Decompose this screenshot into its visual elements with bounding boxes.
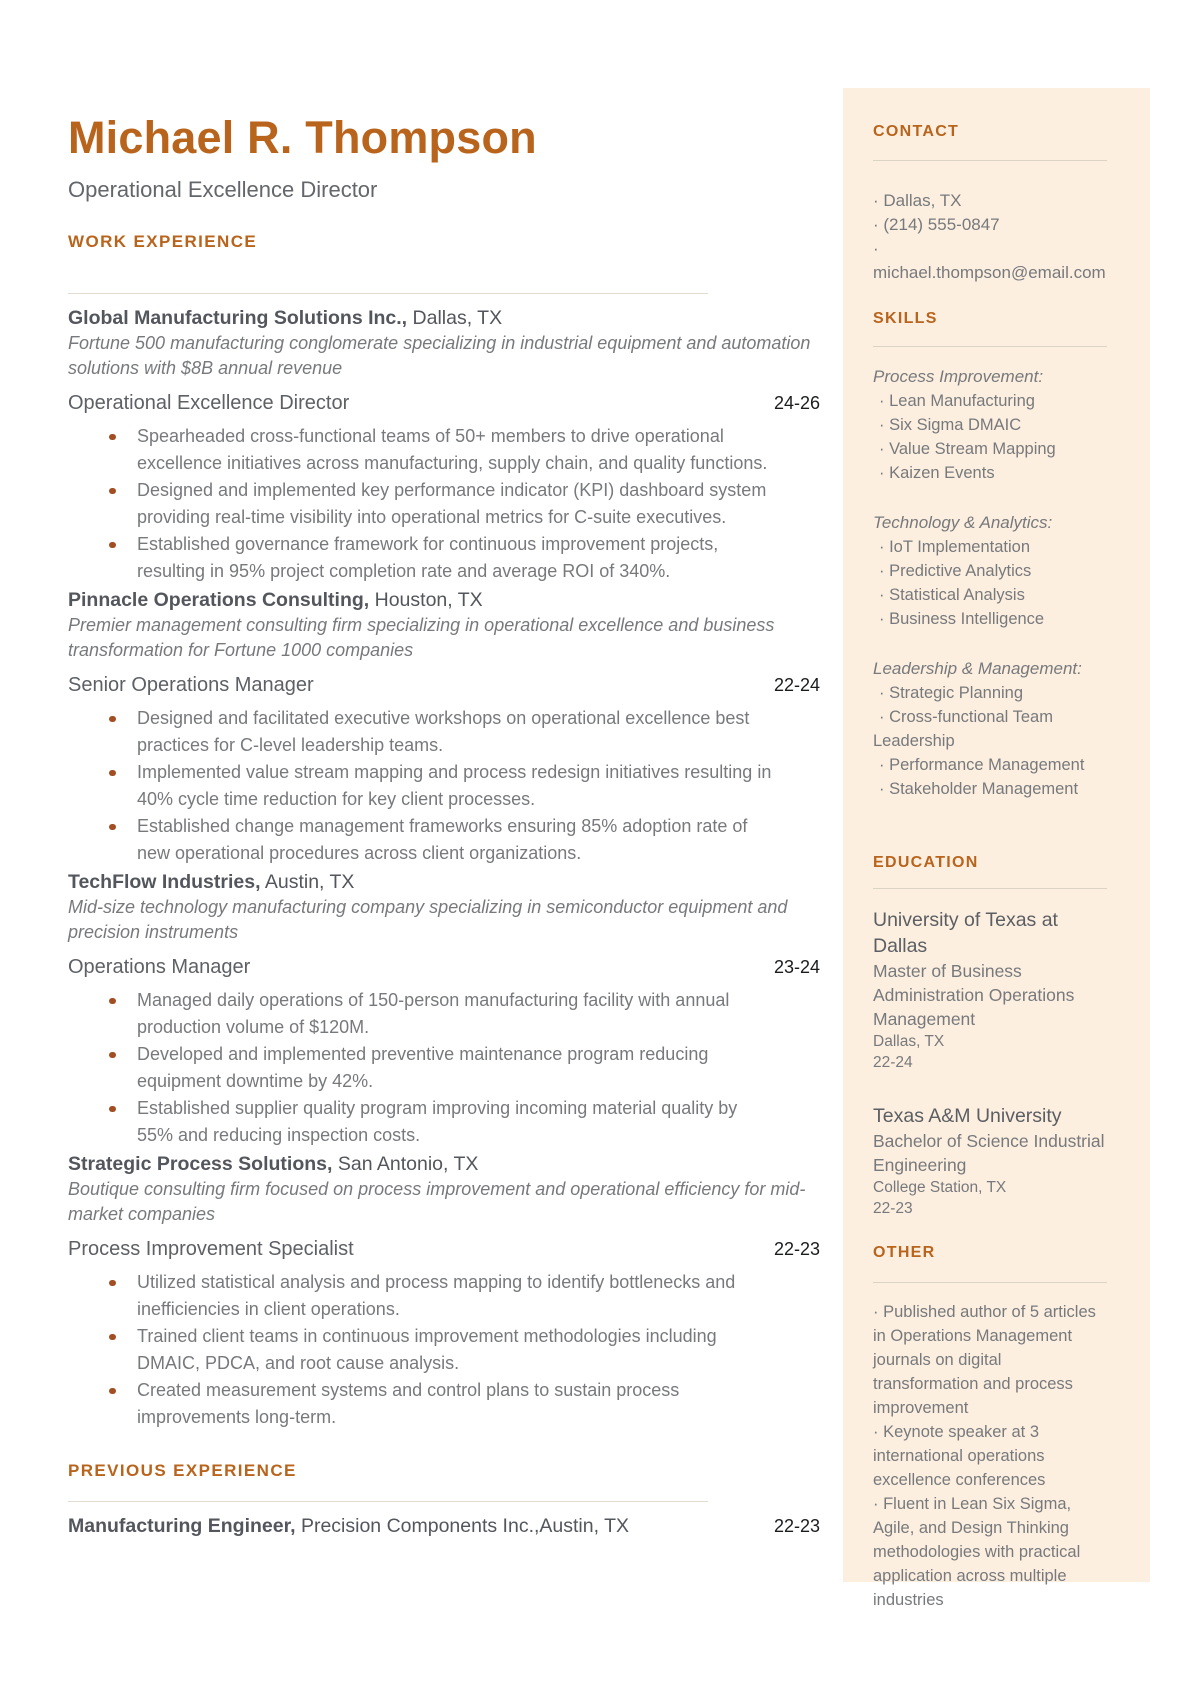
job-bullet-list (68, 1269, 820, 1431)
job-dates: 22-23 (773, 1239, 820, 1259)
skill-group-label: Technology & Analytics: (873, 513, 1053, 532)
education-heading: EDUCATION (873, 854, 979, 871)
previous-experience-heading: PREVIOUS EXPERIENCE (68, 1461, 297, 1480)
job-title: Operational Excellence Director (68, 392, 350, 414)
job-company-line (68, 588, 820, 613)
job-title: Process Improvement Specialist (68, 1238, 354, 1260)
job-dates: 23-24 (773, 957, 820, 977)
company-description: Fortune 500 manufacturing conglomerate specializing in industrial equipment and automation solutions with $8B annual revenue (68, 333, 811, 378)
contact-heading: CONTACT (873, 123, 960, 140)
company-location: Dallas, TX (412, 307, 503, 329)
skill-item (873, 583, 1107, 607)
school-degree: Bachelor of Science Industrial Engineering (873, 1131, 1105, 1175)
school-location: Dallas, TX (873, 1033, 945, 1050)
school-name: University of Texas at Dallas (873, 909, 1058, 957)
contact-email-bullet: · (873, 239, 879, 258)
skill-item (873, 461, 1107, 485)
divider (873, 160, 1107, 161)
job-title: Senior Operations Manager (68, 674, 314, 696)
work-experience-heading: WORK EXPERIENCE (68, 232, 258, 251)
school-dates: 22-24 (873, 1054, 913, 1071)
other-item-text: · Published author of 5 articles in Operations Management journals on digital transformation and process improvement (873, 1303, 1096, 1417)
skill-item (873, 559, 1107, 583)
resume-main-column (68, 0, 820, 1539)
person-job-title: Operational Excellence Director (68, 177, 378, 202)
skill-item (873, 777, 1107, 801)
job-company-line (68, 1152, 820, 1177)
job-bullet: Established change management frameworks ensuring 85% adoption rate of new operational procedures across client organizations. (68, 813, 777, 867)
skill-item-text: · Kaizen Events (873, 464, 995, 482)
company-description: Premier management consulting firm specializing in operational excellence and business transformation for Fortune 1000 companies (68, 615, 775, 660)
job-bullet: Created measurement systems and control plans to sustain process improvements long-term. (68, 1377, 777, 1431)
contact-phone: · (214) 555-0847 (873, 215, 1000, 234)
job-bullet-list (68, 705, 820, 867)
job-bullet: Implemented value stream mapping and process redesign initiatives resulting in 40% cycle time reduction for key client processes. (68, 759, 777, 813)
job-bullet: Designed and implemented key performance indicator (KPI) dashboard system providing real-time visibility into operational metrics for C-suite executives. (68, 477, 777, 531)
skill-item-text: · Stakeholder Management (873, 780, 1078, 798)
other-item (873, 1492, 1107, 1612)
school-dates: 22-23 (873, 1200, 913, 1217)
job-bullet: Trained client teams in continuous improvement methodologies including DMAIC, PDCA, and root cause analysis. (68, 1323, 777, 1377)
skill-group-label: Leadership & Management: (873, 659, 1082, 678)
job-bullet-list (68, 423, 820, 585)
other-item (873, 1420, 1107, 1492)
job-title-row (68, 672, 820, 699)
skill-item (873, 535, 1107, 559)
skill-item (873, 607, 1107, 631)
skill-item (873, 437, 1107, 461)
company-description: Boutique consulting firm focused on process improvement and operational efficiency for mid-market companies (68, 1179, 806, 1224)
divider (873, 346, 1107, 347)
school-location: College Station, TX (873, 1179, 1007, 1196)
company-location: Austin, TX (264, 871, 355, 893)
skill-item-text: · Lean Manufacturing (873, 392, 1035, 410)
divider (68, 1501, 708, 1502)
resume-sidebar (843, 88, 1150, 1612)
skill-item-text: · Value Stream Mapping (873, 440, 1056, 458)
other-item-text: · Fluent in Lean Six Sigma, Agile, and Design Thinking methodologies with practical application across multiple industries (873, 1495, 1080, 1609)
school-name: Texas A&M University (873, 1105, 1062, 1127)
previous-role-line (68, 1514, 629, 1539)
job-title-row (68, 954, 820, 981)
skill-item (873, 753, 1107, 777)
job-company-line (68, 870, 820, 895)
company-name: TechFlow Industries, (68, 871, 261, 893)
skill-item-text: · Cross-functional Team Leadership (873, 708, 1053, 750)
skill-item-text: · Statistical Analysis (873, 586, 1025, 604)
job-bullet: Established governance framework for continuous improvement projects, resulting in 95% project completion rate and average ROI of 340%. (68, 531, 777, 585)
company-name: Global Manufacturing Solutions Inc., (68, 307, 408, 329)
company-location: Houston, TX (374, 589, 483, 611)
skill-item-text: · Business Intelligence (873, 610, 1044, 628)
skill-item-text: · IoT Implementation (873, 538, 1030, 556)
job-dates: 22-24 (773, 675, 820, 695)
job-bullet: Developed and implemented preventive maintenance program reducing equipment downtime by 42%. (68, 1041, 777, 1095)
company-location: San Antonio, TX (337, 1153, 479, 1175)
school-degree: Master of Business Administration Operations Management (873, 961, 1075, 1029)
previous-company: Precision Components Inc.,Austin, TX (300, 1515, 629, 1537)
job-title: Operations Manager (68, 956, 251, 978)
skill-group-label: Process Improvement: (873, 367, 1044, 386)
job-bullet-list (68, 987, 820, 1149)
previous-dates: 22-23 (773, 1516, 820, 1536)
skills-heading: SKILLS (873, 310, 938, 327)
skill-item-text: · Six Sigma DMAIC (873, 416, 1021, 434)
skill-item-text: · Performance Management (873, 756, 1084, 774)
contact-location: · Dallas, TX (873, 191, 962, 210)
job-title-row (68, 1236, 820, 1263)
other-item (873, 1300, 1107, 1420)
person-name: Michael R. Thompson (68, 112, 537, 163)
skill-item-text: · Strategic Planning (873, 684, 1023, 702)
job-bullet: Spearheaded cross-functional teams of 50+ members to drive operational excellence initiatives across manufacturing, supply chain, and quality functions. (68, 423, 777, 477)
job-company-line (68, 306, 820, 331)
job-dates: 24-26 (773, 393, 820, 413)
company-description: Mid-size technology manufacturing company specializing in semiconductor equipment and precision instruments (68, 897, 788, 942)
other-heading: OTHER (873, 1244, 936, 1261)
divider (873, 888, 1107, 889)
job-bullet: Utilized statistical analysis and process mapping to identify bottlenecks and inefficiencies in client operations. (68, 1269, 777, 1323)
previous-experience-entry (68, 1514, 820, 1539)
divider (68, 293, 708, 294)
company-name: Pinnacle Operations Consulting, (68, 589, 370, 611)
divider (873, 1282, 1107, 1283)
company-name: Strategic Process Solutions, (68, 1153, 333, 1175)
job-bullet: Managed daily operations of 150-person manufacturing facility with annual production volume of $120M. (68, 987, 777, 1041)
job-title-row (68, 390, 820, 417)
skill-item (873, 705, 1107, 753)
skill-item (873, 413, 1107, 437)
skill-item-text: · Predictive Analytics (873, 562, 1031, 580)
skill-item (873, 681, 1107, 705)
other-item-text: · Keynote speaker at 3 international operations excellence conferences (873, 1423, 1045, 1489)
job-bullet: Established supplier quality program improving incoming material quality by 55% and reducing inspection costs. (68, 1095, 777, 1149)
previous-role: Manufacturing Engineer, (68, 1515, 296, 1537)
skill-item (873, 389, 1107, 413)
job-bullet: Designed and facilitated executive workshops on operational excellence best practices for C-level leadership teams. (68, 705, 777, 759)
contact-email: michael.thompson@email.com (873, 263, 1106, 282)
